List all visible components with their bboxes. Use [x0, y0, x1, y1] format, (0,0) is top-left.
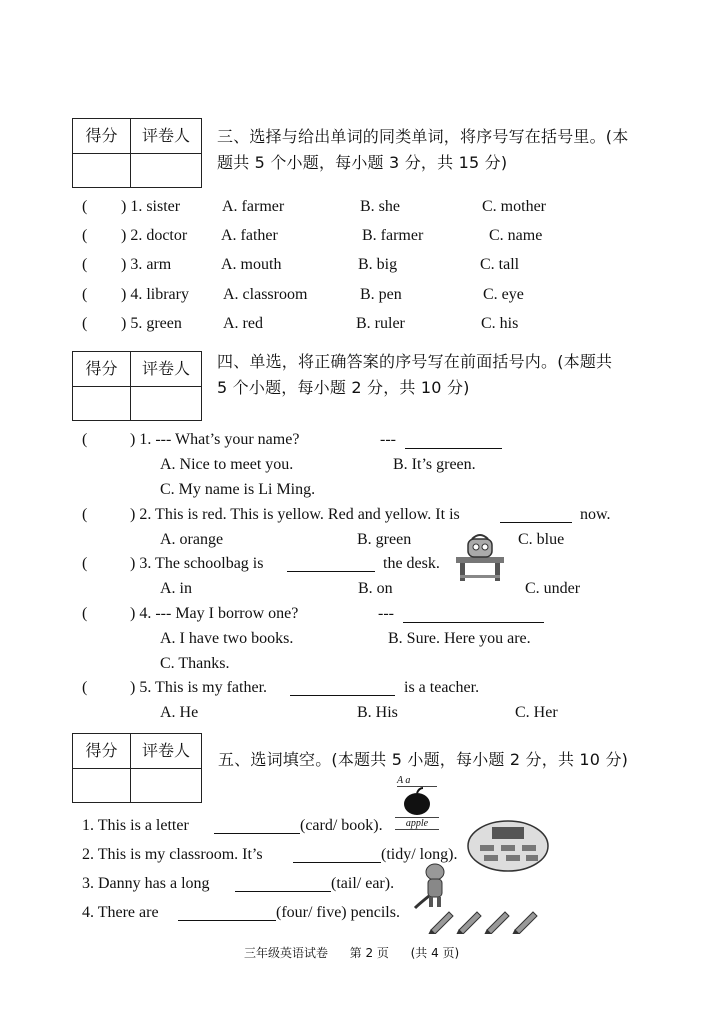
answer-blank[interactable] [287, 571, 375, 572]
apple-card-letter: A a [397, 775, 437, 787]
option-a: A. orange [160, 531, 224, 548]
answer-paren: ( [82, 227, 88, 244]
fill-item-4-choices: (four/ five) pencils. [276, 904, 400, 921]
question-tail: now. [580, 506, 611, 523]
option-c: C. Thanks. [160, 655, 230, 672]
answer-blank[interactable] [290, 695, 395, 696]
answer-paren: ( [82, 506, 88, 523]
question-stem: ) 5. green [121, 315, 182, 332]
option-a: A. I have two books. [160, 630, 294, 647]
section-3-title-line2: 题共 5 个小题，每小题 3 分，共 15 分) [217, 153, 508, 172]
fill-item-4-text: 4. There are [82, 904, 159, 921]
answer-dash: --- [378, 605, 394, 622]
danny-dinosaur-image [413, 862, 455, 910]
question-stem: ) 4. library [121, 286, 189, 303]
page-footer [244, 944, 459, 961]
score-box-section-4 [72, 351, 202, 421]
answer-paren: ( [82, 555, 88, 572]
fill-item-2-choices: (tidy/ long). [381, 846, 458, 863]
option-a: A. mouth [221, 256, 282, 273]
option-a: A. father [221, 227, 278, 244]
question-stem: ) 1. --- What’s your name? [130, 431, 300, 448]
question-stem: ) 3. The schoolbag is [130, 555, 264, 572]
option-b: B. It’s green. [393, 456, 476, 473]
answer-paren: ( [82, 605, 88, 622]
classroom-image [466, 819, 550, 873]
option-b: B. green [357, 531, 412, 548]
fill-item-3-text: 3. Danny has a long [82, 875, 210, 892]
question-stem: ) 1. sister [121, 198, 181, 215]
option-c: C. his [481, 315, 519, 332]
option-c: C. name [489, 227, 543, 244]
fill-item-1-text: 1. This is a letter [82, 817, 189, 834]
answer-blank[interactable] [235, 891, 331, 892]
question-tail: the desk. [383, 555, 440, 572]
answer-paren: ( [82, 256, 88, 273]
question-stem: ) 2. This is red. This is yellow. Red and yellow. It is [130, 506, 460, 523]
question-tail: is a teacher. [404, 679, 480, 696]
option-c: C. under [525, 580, 581, 597]
apple-card-image [393, 775, 441, 831]
grader-label: 评卷人 [141, 359, 190, 378]
option-b: B. His [357, 704, 398, 721]
section-4-title [217, 349, 612, 401]
answer-blank[interactable] [500, 522, 572, 523]
score-box-section-5 [72, 733, 202, 803]
score-label: 得分 [85, 741, 118, 760]
option-b: B. pen [360, 286, 402, 303]
option-a: A. red [223, 315, 263, 332]
answer-paren: ( [82, 315, 88, 332]
option-b: B. on [358, 580, 393, 597]
option-c: C. eye [483, 286, 524, 303]
fill-item-1-choices: (card/ book). [300, 817, 383, 834]
fill-item-3-choices: (tail/ ear). [331, 875, 395, 892]
option-c: C. mother [482, 198, 546, 215]
section-4-title-line2: 5 个小题，每小题 2 分，共 10 分) [217, 378, 470, 397]
option-a: A. He [160, 704, 199, 721]
section-5-title: 五、选词填空。(本题共 5 小题，每小题 2 分，共 10 分) [218, 750, 629, 769]
apple-card-word: apple [395, 817, 439, 830]
answer-blank[interactable] [405, 448, 502, 449]
option-b: B. farmer [362, 227, 424, 244]
option-b: B. ruler [356, 315, 405, 332]
fill-item-2-text: 2. This is my classroom. It’s [82, 846, 263, 863]
apple-icon [401, 787, 433, 817]
option-c: C. Her [515, 704, 558, 721]
option-a: A. classroom [223, 286, 308, 303]
option-c: C. My name is Li Ming. [160, 481, 316, 498]
section-3-title [217, 124, 628, 176]
question-stem: ) 3. arm [121, 256, 172, 273]
answer-paren: ( [82, 431, 88, 448]
answer-blank[interactable] [178, 920, 276, 921]
score-label: 得分 [85, 126, 118, 145]
answer-blank[interactable] [403, 622, 544, 623]
pencils-image [425, 906, 543, 934]
question-stem: ) 2. doctor [121, 227, 188, 244]
answer-dash: --- [380, 431, 396, 448]
footer-page-number: 第 2 页 [349, 946, 389, 960]
option-c: C. blue [518, 531, 565, 548]
answer-paren: ( [82, 198, 88, 215]
question-stem: ) 4. --- May I borrow one? [130, 605, 299, 622]
score-label: 得分 [85, 359, 118, 378]
option-a: A. in [160, 580, 192, 597]
schoolbag-on-desk-image [452, 531, 508, 583]
option-b: B. big [358, 256, 398, 273]
section-3-title-line1: 三、选择与给出单词的同类单词，将序号写在括号里。(本 [217, 127, 629, 146]
section-4-title-line1: 四、单选，将正确答案的序号写在前面括号内。(本题共 [217, 352, 613, 371]
footer-total-pages: (共 4 页) [410, 946, 460, 960]
grader-label: 评卷人 [141, 126, 190, 145]
question-stem: ) 5. This is my father. [130, 679, 268, 696]
answer-blank[interactable] [214, 833, 300, 834]
option-a: A. Nice to meet you. [160, 456, 294, 473]
answer-paren: ( [82, 679, 88, 696]
option-b: B. she [360, 198, 400, 215]
answer-blank[interactable] [293, 862, 381, 863]
option-a: A. farmer [222, 198, 285, 215]
score-box-section-3 [72, 118, 202, 188]
grader-label: 评卷人 [141, 741, 190, 760]
answer-paren: ( [82, 286, 88, 303]
option-b: B. Sure. Here you are. [388, 630, 531, 647]
option-c: C. tall [480, 256, 520, 273]
footer-exam-title: 三年级英语试卷 [244, 946, 329, 960]
